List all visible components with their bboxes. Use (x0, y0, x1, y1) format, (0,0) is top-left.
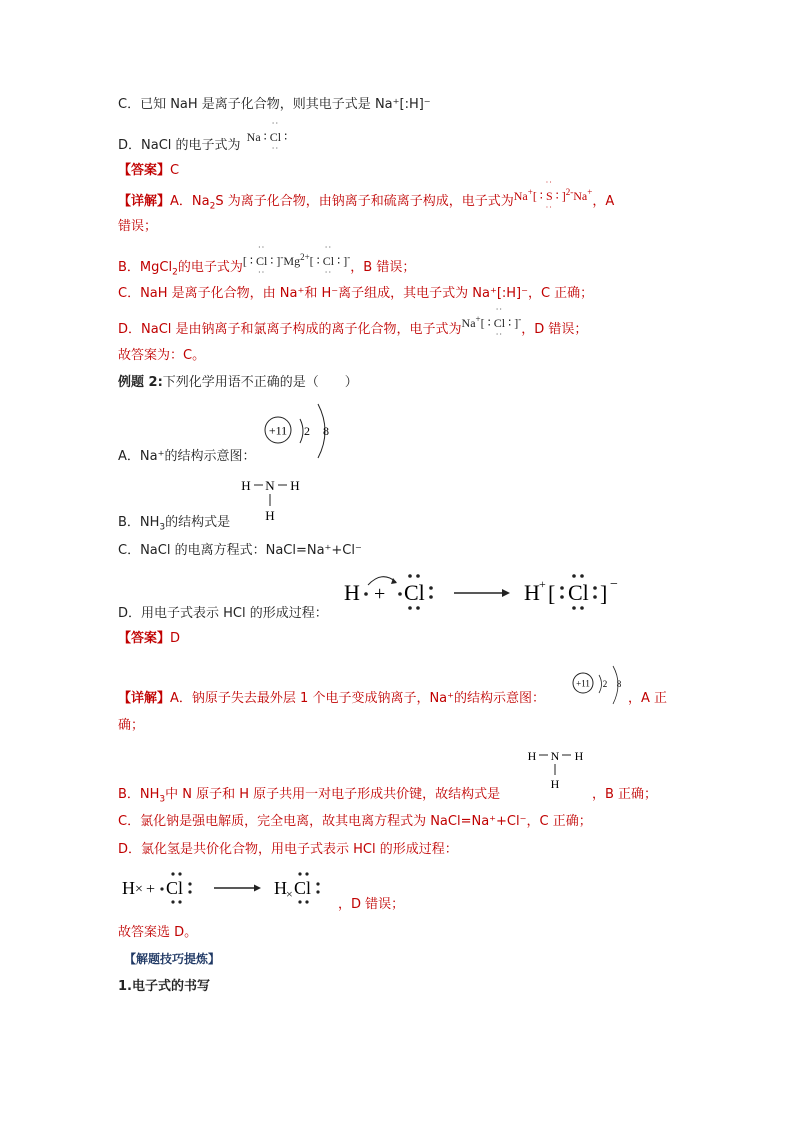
prev-option-c: C．已知 NaH 是离子化合物，则其电子式是 Na⁺[:H]⁻ (118, 97, 431, 112)
svg-text:×: × (286, 887, 293, 901)
svg-text:]: ] (600, 581, 608, 606)
example-2-label: 例题 2: (118, 375, 163, 390)
plus-sign: + (146, 881, 156, 898)
shell-1-count: 2 (304, 424, 310, 438)
detail-1-b (118, 243, 416, 278)
detail-1-d-tail: ，D 错误； (521, 322, 588, 337)
h-symbol: H (274, 878, 287, 898)
n-symbol: N (550, 749, 560, 763)
detail-1-d-pre: D．NaCl 是由钠离子和氯离子构成的离子化合物，电子式为 (118, 322, 462, 337)
ex2-b-pre: B．NH (118, 515, 160, 530)
detail-1-b-pre: B．MgCl (118, 260, 173, 275)
detail-1-a-cont: 错误； (118, 219, 158, 234)
svg-text:×: × (135, 882, 143, 897)
detail-2-d-tail: ，D 错误； (338, 897, 405, 912)
shell-1-count: 2 (602, 679, 608, 689)
h-symbol: H (574, 749, 584, 763)
detail-1-b-tail: ，B 错误； (350, 260, 416, 275)
hcl-covalent-formation (118, 866, 348, 910)
nacl-electron-formula: Na ∶ ·· Cl ·· ∶ (246, 119, 288, 153)
shell-2-count: 8 (616, 679, 622, 689)
detail-1-b-sub: 2 (172, 267, 178, 278)
tips-heading: 【解题技巧提炼】 (124, 952, 221, 966)
detail-1-c: C．NaH 是离子化合物，由 Na⁺和 H⁻离子组成，其电子式为 Na⁺[:H]⁻，C 正确； (118, 286, 594, 301)
nh3-structural-formula (240, 474, 310, 528)
cl-symbol: Cl (493, 316, 506, 330)
detail-1-a-text: A．Na (170, 194, 210, 209)
nucleus-charge: +11 (268, 423, 288, 438)
conclusion-2: 故答案选 D。 (118, 925, 198, 940)
detail-2-a-tail: ，A 正 (628, 691, 668, 706)
nacl-ionic-formula: Na+[ ∶ ·· Cl ·· ∶ ]- (461, 305, 522, 339)
h-symbol: H (527, 749, 537, 763)
detail-2-a-text: A．钠原子失去最外层 1 个电子变成钠离子，Na⁺的结构示意图： (170, 691, 545, 706)
na-ion-structure-diagram (262, 400, 342, 462)
cl-dotted: ·· Cl ·· (255, 243, 268, 277)
ex2-b-sub: 3 (159, 522, 166, 533)
answer-2-label: 【答案】 (118, 631, 171, 646)
na-symbol: Na (573, 189, 588, 203)
detail-1-d (118, 305, 588, 339)
detail-2-b-rest: 中 N 原子和 H 原子共用一对电子形成共价键，故结构式是 (165, 787, 501, 802)
h-symbol: H (265, 508, 275, 523)
mgcl2-electron-formula: [ ∶ ·· Cl ·· ∶ ]$^-Mg^{2+}$[ ∶ ·· Cl ·· ∶ ]- (242, 243, 351, 277)
ex2-option-d: D．用电子式表示 HCl 的形成过程： (118, 606, 328, 621)
answer-1-label: 【答案】 (118, 163, 171, 178)
ex2-option-a: A．Na⁺的结构示意图： (118, 449, 256, 464)
h-symbol: H (344, 580, 360, 605)
cl-symbol: Cl (166, 878, 184, 898)
example-2 (118, 374, 358, 392)
svg-text:−: − (610, 577, 618, 592)
cl-symbol: Cl (269, 130, 282, 144)
answer-1 (118, 162, 179, 180)
cl-symbol: Cl (404, 580, 425, 605)
detail-1-label: 【详解】 (118, 194, 171, 209)
prev-option-d (118, 119, 288, 155)
ex2-option-b (118, 514, 230, 532)
hcl-formation-process (338, 566, 628, 616)
detail-1-a-sub: 2 (209, 201, 216, 212)
detail-2-b-pre: B．NH (118, 787, 160, 802)
detail-2-a (118, 690, 545, 708)
conclusion-1: 故答案为：C。 (118, 348, 206, 363)
n-symbol: N (265, 478, 275, 493)
ex2-option-c: C．NaCl 的电离方程式：NaCl=Na⁺+Cl⁻ (118, 543, 362, 558)
detail-2-c: C．氯化钠是强电解质，完全电离，故其电离方程式为 NaCl=Na⁺+Cl⁻，C 正确； (118, 814, 592, 829)
mg-symbol: Mg (283, 254, 301, 268)
detail-1-b-rest: 的电子式为 (177, 260, 243, 275)
nh3-structural-formula-small (526, 744, 590, 794)
cl-dotted: ·· Cl ·· (322, 243, 335, 277)
detail-2-label: 【详解】 (118, 691, 171, 706)
h-symbol: H (290, 478, 300, 493)
h-symbol: H (122, 878, 135, 898)
detail-1-a-tail: ，A (592, 194, 615, 209)
cl-symbol: Cl (255, 254, 268, 268)
cl-dotted: ·· Cl ·· (493, 305, 506, 339)
h-symbol: H (550, 777, 560, 791)
plus-sign: + (539, 577, 546, 591)
tips-item-1: 1.电子式的书写 (118, 979, 210, 994)
answer-2-value: D (170, 631, 181, 646)
detail-2-d: D．氯化氢是共价化合物，用电子式表示 HCl 的形成过程： (118, 842, 458, 857)
shell-2-count: 8 (323, 424, 329, 438)
na-symbol: Na (513, 189, 528, 203)
na-ion-structure-diagram-small (570, 664, 630, 708)
s-dotted: ·· S ·· (545, 178, 553, 212)
example-2-question: 下列化学用语不正确的是（ ） (162, 375, 358, 390)
cl-symbol: Cl (322, 254, 335, 268)
cl-symbol: Cl (294, 878, 312, 898)
nucleus-charge: +11 (576, 678, 590, 689)
svg-text:[: [ (548, 581, 556, 606)
detail-2-b-sub: 3 (159, 794, 166, 805)
detail-1-a (118, 178, 615, 212)
h-symbol: H (241, 478, 251, 493)
answer-1-value: C (170, 163, 180, 178)
cl-symbol: Cl (568, 580, 589, 605)
detail-2-a-cont: 确； (118, 718, 145, 733)
na-symbol: Na (461, 316, 476, 330)
detail-2-b (118, 786, 500, 804)
na2s-electron-formula: Na+[ ∶ ·· S ·· ∶ ]$^{2-}$Na+ (513, 178, 593, 212)
prev-option-d-text: D．NaCl 的电子式为 (118, 138, 241, 153)
plus-sign: + (374, 583, 386, 605)
h-symbol: H (524, 580, 540, 605)
na-symbol: Na (246, 130, 261, 144)
cl-dotted: ·· Cl ·· (269, 119, 282, 153)
s-symbol: S (545, 189, 553, 203)
answer-2 (118, 630, 180, 648)
ex2-b-rest: 的结构式是 (165, 515, 231, 530)
detail-1-a-rest: S 为离子化合物，由钠离子和硫离子构成，电子式为 (215, 194, 514, 209)
detail-2-b-tail: ，B 正确； (592, 787, 658, 802)
